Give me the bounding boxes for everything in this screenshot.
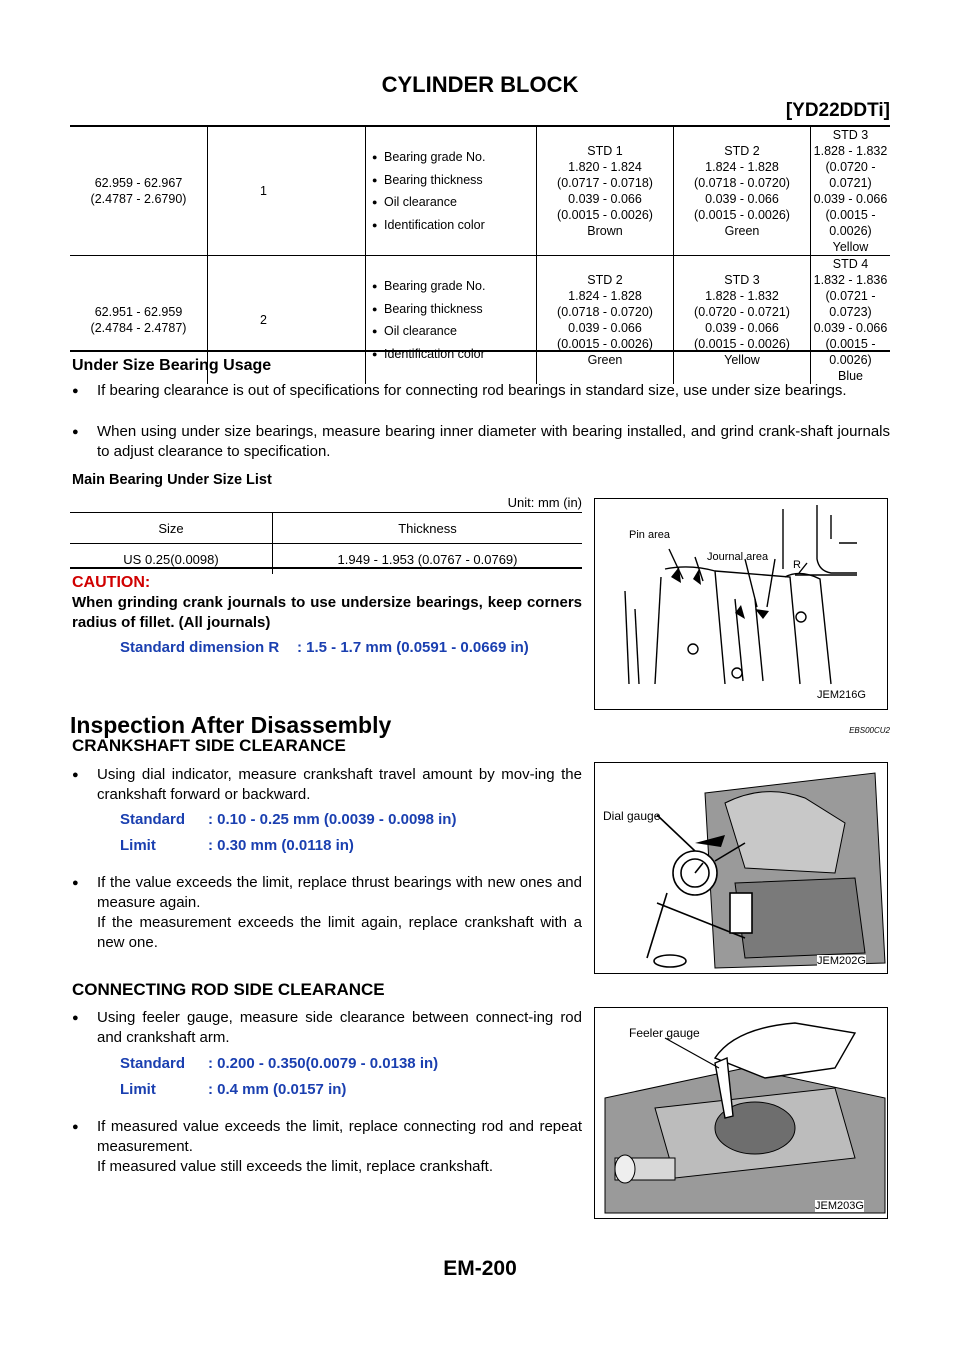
engine-code: [YD22DDTi] — [785, 100, 890, 121]
bearing-grade-table — [70, 127, 890, 384]
spec-label: Limit — [120, 1081, 156, 1098]
bullet-icon: ● — [72, 1121, 79, 1133]
std-cell: STD 3 1.828 - 1.832 (0.0720 - 0.0721) 0.039 - 0.066 (0.0015 - 0.0026) Yellow — [674, 256, 811, 385]
dial-gauge-illustration — [595, 763, 887, 973]
list-item: ● If the value exceeds the limit, replace thrust bearings with new ones and measure again. If the measurement exceeds the limit again, replace crankshaft with a new one. — [72, 874, 582, 951]
page-title: CYLINDER BLOCK — [381, 72, 579, 97]
spec-value: : 0.4 mm (0.0157 in) — [208, 1081, 347, 1098]
bullet-icon: ● — [72, 877, 79, 889]
list-item: ● If measured value exceeds the limit, replace connecting rod and repeat measurement. If measured value still exceeds the limit, replace crankshaft. — [72, 1118, 582, 1175]
table-row — [70, 127, 890, 256]
figure-code: JEM203G — [815, 1200, 864, 1212]
undersize-table — [70, 512, 582, 574]
journal-cell: 62.959 - 62.967 (2.4787 - 2.6790) — [70, 127, 208, 256]
props-cell: ● Bearing grade No. ● Bearing thickness ● Oil clearance ● Identification color — [366, 127, 537, 256]
subsection-heading: CONNECTING ROD SIDE CLEARANCE — [72, 980, 385, 999]
list-title: Main Bearing Under Size List — [72, 472, 272, 488]
bullet-icon: ● — [72, 385, 79, 397]
std-cell: STD 2 1.824 - 1.828 (0.0718 - 0.0720) 0.039 - 0.066 (0.0015 - 0.0026) Green — [674, 127, 811, 256]
figure-fillet — [594, 498, 888, 710]
list-item: ● Using dial indicator, measure crankshaft travel amount by mov-ing the crankshaft forward or backward. — [72, 766, 582, 803]
bullet-icon: ● — [72, 769, 79, 781]
table-rule — [70, 350, 890, 352]
page-number: EM-200 — [443, 1257, 517, 1280]
caution-title: CAUTION: — [72, 574, 151, 591]
figure-label: Journal area — [707, 551, 769, 563]
std-cell: STD 2 1.824 - 1.828 (0.0718 - 0.0720) 0.039 - 0.066 (0.0015 - 0.0026) Green — [537, 256, 674, 385]
bullet-icon: ● — [72, 1012, 79, 1024]
spec-label: Standard — [120, 1055, 186, 1072]
list-item: ● If bearing clearance is out of specifications for connecting rod bearings in standard size, use under size bearings. — [72, 382, 847, 399]
spec-label: Standard — [120, 811, 186, 828]
section-heading: Inspection After Disassembly — [70, 712, 392, 738]
spec-value: : 1.5 - 1.7 mm (0.0591 - 0.0669 in) — [297, 639, 529, 656]
spec-value: : 0.200 - 0.350(0.0079 - 0.0138 in) — [208, 1055, 439, 1072]
spec-value: : 0.10 - 0.25 mm (0.0039 - 0.0098 in) — [208, 811, 457, 828]
props-cell: ● Bearing grade No. ● Bearing thickness ● Oil clearance ● Identification color — [366, 256, 537, 385]
spec-label: Limit — [120, 837, 156, 854]
figure-label: R — [793, 559, 801, 571]
list-item: ● Using feeler gauge, measure side clearance between connect-ing rod and crankshaft arm. — [72, 1009, 582, 1046]
table-row: US 0.25(0.0098) 1.949 - 1.953 (0.0767 - 0.0769) — [70, 544, 582, 575]
bullet-icon: ● — [72, 426, 79, 438]
list-item: ● When using under size bearings, measure bearing inner diameter with bearing installed, and grind crank-shaft journals to adjust clearance to specification. — [72, 423, 890, 460]
spec-label: Standard dimension R — [120, 639, 280, 656]
grade-cell: 1 — [208, 127, 366, 256]
figure-code: JEM216G — [817, 689, 866, 701]
std-cell: STD 1 1.820 - 1.824 (0.0717 - 0.0718) 0.039 - 0.066 (0.0015 - 0.0026) Brown — [537, 127, 674, 256]
figure-code: JEM202G — [817, 955, 866, 967]
table-row: Size Thickness — [70, 513, 582, 544]
table-rule — [70, 567, 582, 569]
figure-label: Pin area — [629, 529, 670, 541]
figure-feeler-gauge — [594, 1007, 888, 1219]
unit-label: Unit: mm (in) — [507, 495, 582, 510]
std-cell: STD 3 1.828 - 1.832 (0.0720 - 0.0721) 0.039 - 0.066 (0.0015 - 0.0026) Yellow — [813, 128, 888, 254]
figure-dial-gauge — [594, 762, 888, 974]
spec-value: : 0.30 mm (0.0118 in) — [208, 837, 354, 854]
caution-text: When grinding crank journals to use undersize bearings, keep corners radius of fillet. (All journals) — [72, 594, 582, 631]
figure-label: Dial gauge — [603, 809, 661, 823]
std-cell: STD 4 1.832 - 1.836 (0.0721 - 0.0723) 0.039 - 0.066 (0.0015 - 0.0026) Blue — [811, 256, 891, 385]
subsection-heading: CRANKSHAFT SIDE CLEARANCE — [72, 736, 346, 755]
grade-cell: 2 — [208, 256, 366, 385]
section-code: EBS00CU2 — [849, 726, 890, 735]
section-heading: Under Size Bearing Usage — [72, 357, 272, 374]
journal-cell: 62.951 - 62.959 (2.4784 - 2.4787) — [70, 256, 208, 385]
figure-label: Feeler gauge — [629, 1026, 700, 1040]
